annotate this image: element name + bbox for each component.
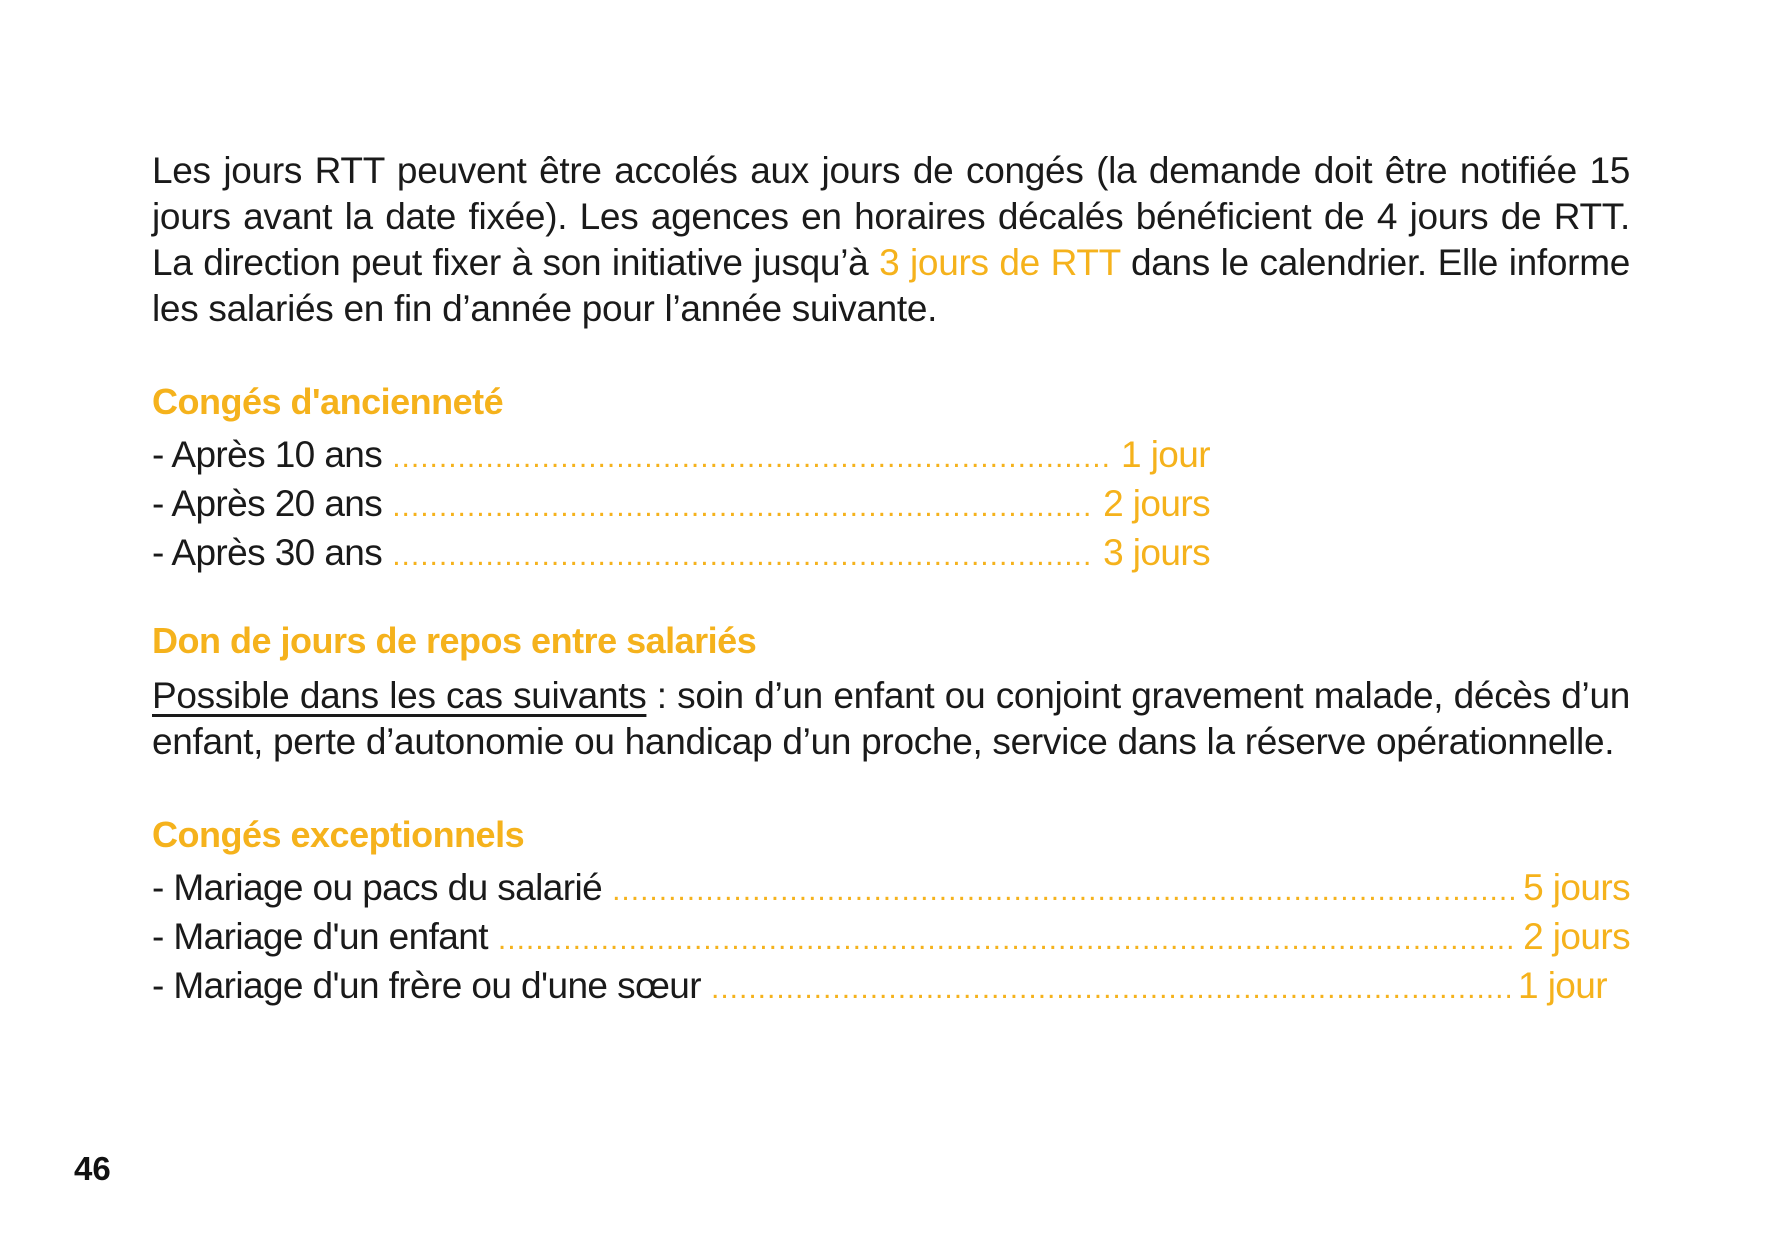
list-item: [152, 963, 1607, 1012]
don-underlined-text: Possible dans les cas suivants: [152, 675, 647, 716]
heading-exceptionnels: Congés exceptionnels: [152, 814, 525, 855]
anciennete-list: [152, 432, 1210, 579]
list-item: [152, 865, 1630, 914]
intro-text-part1: Les jours RTT peuvent être accolés aux jours de congés (la demande doit être notifiée 15 jours avant la date fixée). Les agences en horaires décalés bénéficient de 4 jours de RTT. La direction peut fixer à son initiative jusqu’à: [152, 150, 1630, 283]
page-number: 46: [74, 1150, 111, 1187]
intro-text-part2: dans le calendrier. Elle informe les salariés en fin d’année pour l’année suivante.: [152, 242, 1631, 329]
dot-leader: [392, 484, 1095, 530]
don-paragraph: [152, 673, 1630, 765]
item-label: - Après 30 ans: [152, 532, 383, 573]
dot-leader: [711, 966, 1510, 1012]
intro-paragraph: [152, 148, 1630, 332]
heading-don: Don de jours de repos entre salariés: [152, 620, 757, 661]
item-label: - Après 20 ans: [152, 483, 383, 524]
dot-leader: [498, 917, 1515, 963]
item-label: - Mariage ou pacs du salarié: [152, 867, 603, 908]
item-value: 3 jours: [1103, 532, 1210, 573]
list-item: [152, 530, 1210, 579]
item-value: 1 jour: [1121, 434, 1210, 475]
item-value: 2 jours: [1523, 916, 1630, 957]
don-text: : soin d’un enfant ou conjoint gravement malade, décès d’un enfant, perte d’autonomie ou handicap d’un proche, service dans la réserve opérationnelle.: [152, 675, 1630, 762]
intro-highlight: 3 jours de RTT: [879, 242, 1121, 283]
list-item: [152, 432, 1210, 481]
heading-anciennete: Congés d'ancienneté: [152, 381, 504, 422]
exceptionnels-list: [152, 865, 1630, 1012]
item-value: 1 jour: [1518, 965, 1607, 1006]
item-label: - Mariage d'un frère ou d'une sœur: [152, 965, 701, 1006]
page-content: [152, 148, 1630, 1012]
dot-leader: [392, 435, 1113, 481]
dot-leader: [392, 533, 1095, 579]
dot-leader: [612, 868, 1515, 914]
list-item: [152, 481, 1210, 530]
item-value: 2 jours: [1103, 483, 1210, 524]
item-label: - Après 10 ans: [152, 434, 383, 475]
item-label: - Mariage d'un enfant: [152, 916, 488, 957]
list-item: [152, 914, 1630, 963]
item-value: 5 jours: [1523, 867, 1630, 908]
